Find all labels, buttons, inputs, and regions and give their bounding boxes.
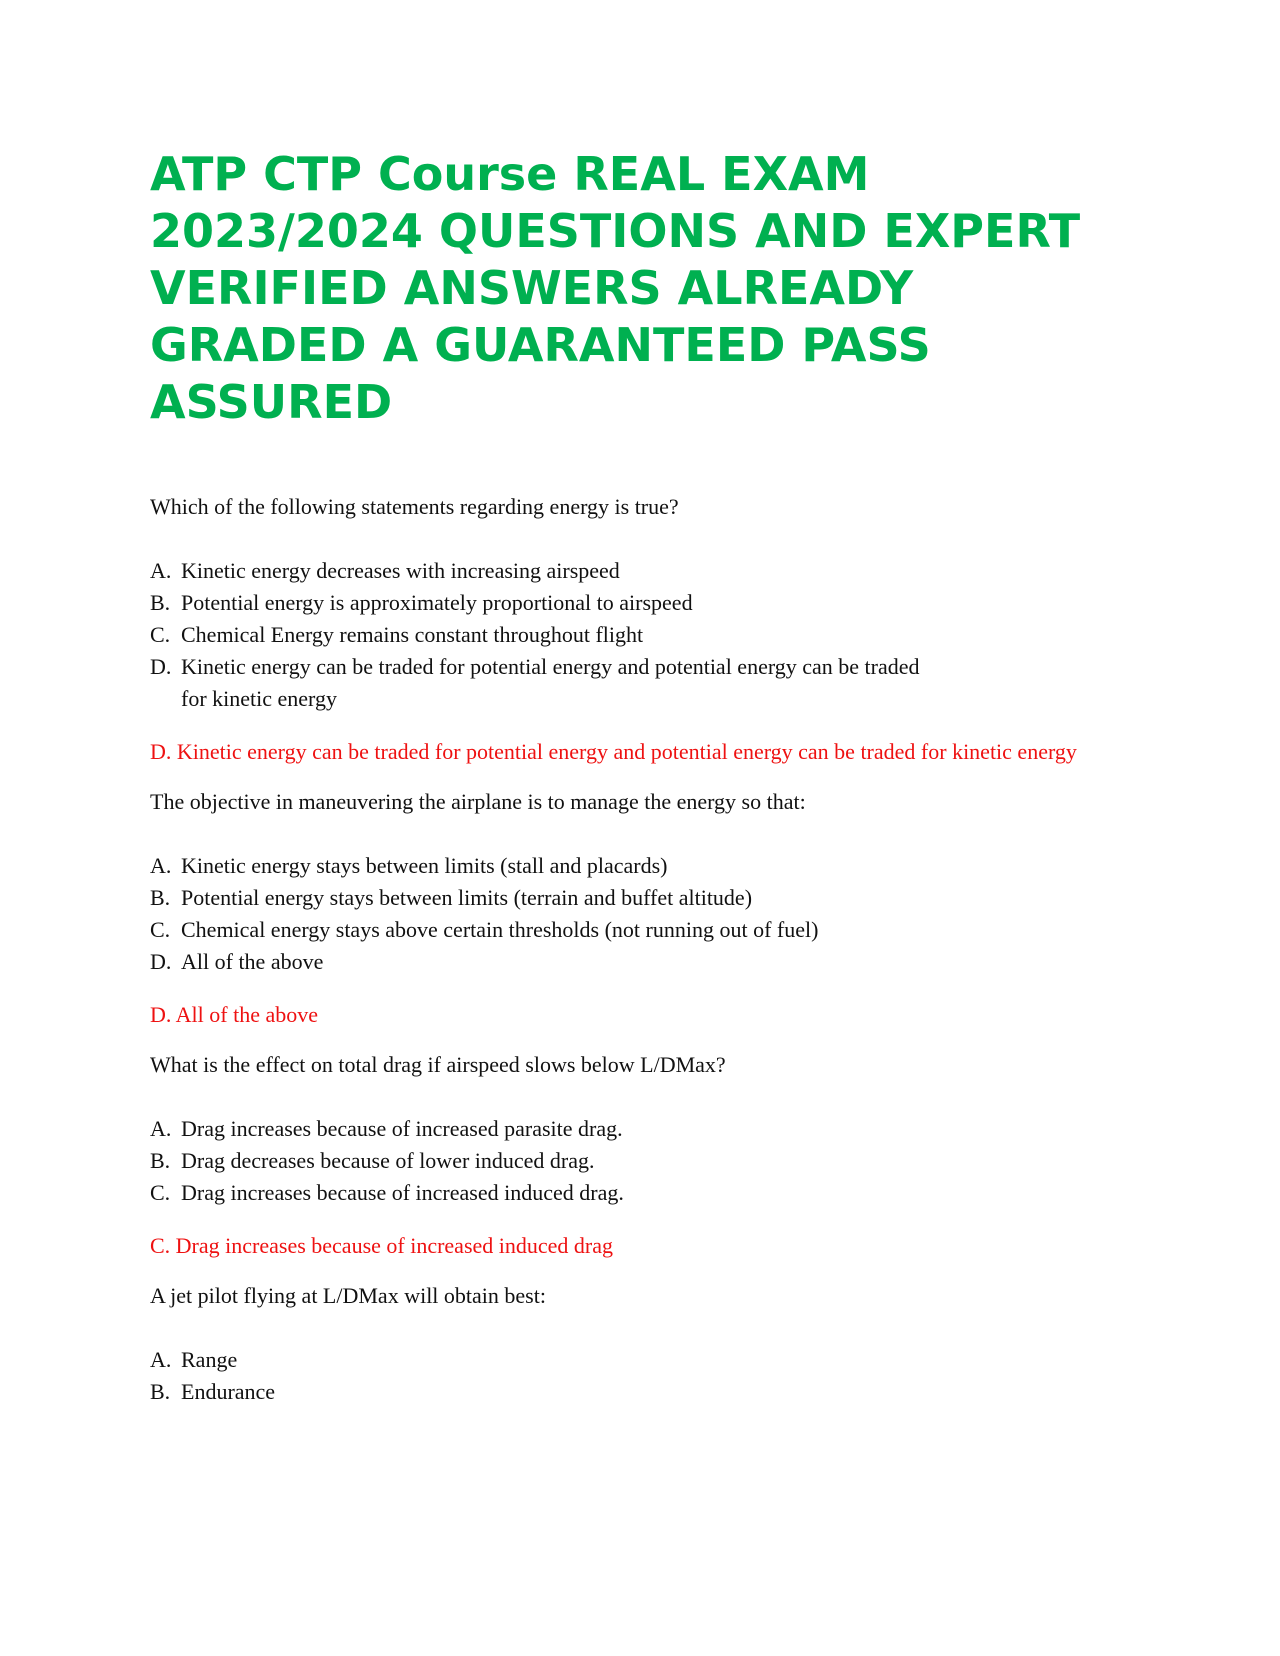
option-text: Kinetic energy decreases with increasing airspeed (181, 558, 620, 583)
document-page (150, 146, 1090, 1426)
option-text: Chemical energy stays above certain thresholds (not running out of fuel) (181, 917, 819, 942)
option-list (150, 555, 1090, 715)
question-block (150, 1280, 1090, 1408)
option-item (150, 1376, 950, 1408)
option-item (150, 1113, 950, 1145)
question-block (150, 491, 1090, 768)
option-letter: B. (150, 590, 171, 615)
option-item (150, 946, 950, 978)
option-text: Kinetic energy stays between limits (stall and placards) (181, 853, 668, 878)
question-block (150, 1049, 1090, 1262)
option-letter: C. (150, 917, 171, 942)
option-letter: A. (150, 853, 172, 878)
question-text: Which of the following statements regarding energy is true? (150, 494, 679, 519)
option-letter: B. (150, 1148, 171, 1173)
question-block (150, 786, 1090, 1031)
option-text: Drag decreases because of lower induced drag. (181, 1148, 595, 1173)
answer-text: D. Kinetic energy can be traded for potential energy and potential energy can be traded for kinetic energy (150, 739, 1077, 764)
option-letter: D. (150, 654, 172, 679)
answer-text: D. All of the above (150, 1002, 319, 1027)
option-text: Chemical Energy remains constant throughout flight (181, 622, 644, 647)
question-text: What is the effect on total drag if airspeed slows below L/DMax? (150, 1052, 726, 1077)
option-list (150, 1344, 1090, 1408)
option-letter: B. (150, 1379, 171, 1404)
option-item (150, 850, 950, 882)
option-letter: B. (150, 885, 171, 910)
option-text: Drag increases because of increased induced drag. (181, 1180, 624, 1205)
option-item (150, 555, 950, 587)
option-text: Range (181, 1347, 238, 1372)
option-text: Endurance (181, 1379, 276, 1404)
document-title: ATP CTP Course REAL EXAM 2023/2024 QUESTIONS AND EXPERT VERIFIED ANSWERS ALREADY GRADED A GUARANTEED PASS ASSURED (150, 147, 1081, 429)
option-text: Potential energy stays between limits (terrain and buffet altitude) (181, 885, 753, 910)
option-item (150, 651, 950, 715)
option-text: Drag increases because of increased parasite drag. (181, 1116, 623, 1141)
option-letter: A. (150, 1116, 172, 1141)
option-letter: C. (150, 622, 171, 647)
option-item (150, 914, 950, 946)
option-text: Potential energy is approximately proportional to airspeed (181, 590, 693, 615)
option-letter: A. (150, 558, 172, 583)
option-letter: C. (150, 1180, 171, 1205)
option-letter: D. (150, 949, 172, 974)
option-text: Kinetic energy can be traded for potential energy and potential energy can be traded for kinetic energy (181, 654, 920, 711)
option-item (150, 1177, 950, 1209)
option-item (150, 619, 950, 651)
option-list (150, 850, 1090, 978)
option-item (150, 882, 950, 914)
question-text: A jet pilot flying at L/DMax will obtain best: (150, 1283, 546, 1308)
question-text: The objective in maneuvering the airplane is to manage the energy so that: (150, 789, 806, 814)
question-list (150, 491, 1090, 1408)
option-text: All of the above (181, 949, 324, 974)
answer-text: C. Drag increases because of increased induced drag (150, 1233, 614, 1258)
option-list (150, 1113, 1090, 1209)
option-item (150, 1145, 950, 1177)
option-item (150, 1344, 950, 1376)
option-item (150, 587, 950, 619)
option-letter: A. (150, 1347, 172, 1372)
